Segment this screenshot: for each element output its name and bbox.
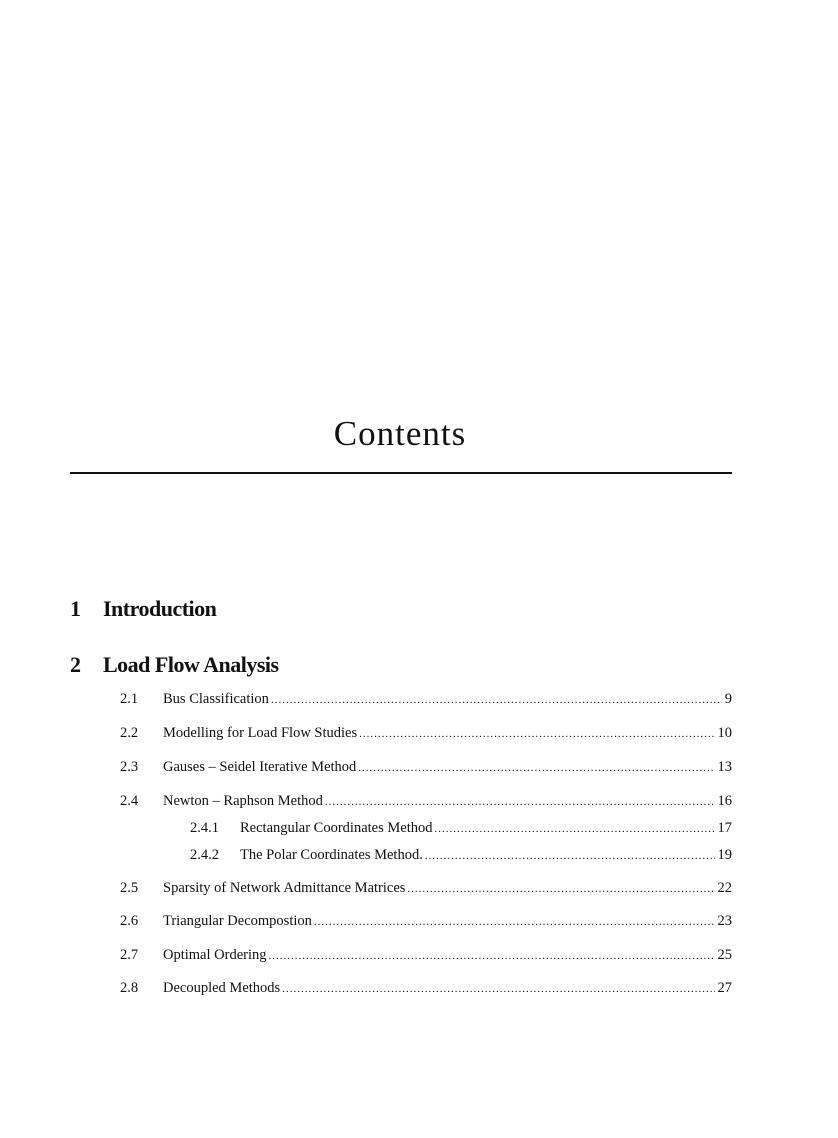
toc-entry[interactable] xyxy=(120,947,732,964)
toc-entry[interactable] xyxy=(120,759,732,776)
section-number: 2.4 xyxy=(120,793,139,809)
dot-leader xyxy=(269,950,715,962)
toc-entry[interactable] xyxy=(120,913,732,930)
toc-entry[interactable] xyxy=(120,725,732,742)
toc-entry[interactable] xyxy=(120,793,732,810)
page-number: 25 xyxy=(717,947,732,963)
chapter-heading[interactable] xyxy=(70,596,216,622)
section-number: 2.3 xyxy=(120,759,139,775)
page-number: 19 xyxy=(717,847,732,863)
section-title: Gauses – Seidel Iterative Method xyxy=(163,759,357,775)
section-number: 2.4.1 xyxy=(190,820,219,836)
dot-leader xyxy=(325,796,715,808)
dot-leader xyxy=(407,883,714,895)
section-number: 2.8 xyxy=(120,980,139,996)
dot-leader xyxy=(314,916,715,928)
chapter-title: Load Flow Analysis xyxy=(103,652,279,677)
section-title: Newton – Raphson Method xyxy=(163,793,323,809)
dot-leader xyxy=(358,762,714,774)
dot-leader xyxy=(271,694,722,706)
dot-leader xyxy=(434,823,714,835)
toc-entry[interactable] xyxy=(120,880,732,897)
section-title: Rectangular Coordinates Method xyxy=(240,820,433,836)
section-title: Modelling for Load Flow Studies xyxy=(163,725,358,741)
page-title: Contents xyxy=(333,414,467,453)
dot-leader xyxy=(282,983,714,995)
section-number: 2.7 xyxy=(120,947,139,963)
toc-entry[interactable] xyxy=(120,980,732,997)
toc-subentry[interactable] xyxy=(190,847,732,864)
section-title: Triangular Decompostion xyxy=(163,913,312,929)
section-number: 2.2 xyxy=(120,725,139,741)
page-number: 9 xyxy=(724,691,732,707)
page-number: 10 xyxy=(717,725,732,741)
page-number: 17 xyxy=(717,820,732,836)
dot-leader xyxy=(425,850,715,862)
page-number: 27 xyxy=(717,980,732,996)
page-number: 22 xyxy=(717,880,732,896)
chapter-number: 1 xyxy=(70,596,81,621)
section-title: Decoupled Methods xyxy=(163,980,281,996)
title-divider xyxy=(70,472,732,474)
section-number: 2.5 xyxy=(120,880,139,896)
page-number: 13 xyxy=(717,759,732,775)
page-number: 16 xyxy=(717,793,732,809)
section-title: The Polar Coordinates Method. xyxy=(240,847,423,863)
toc-entry[interactable] xyxy=(120,691,732,708)
section-title: Bus Classification xyxy=(163,691,269,707)
dot-leader xyxy=(359,728,714,740)
chapter-heading[interactable] xyxy=(70,652,279,678)
page-number: 23 xyxy=(717,913,732,929)
chapter-title: Introduction xyxy=(103,596,217,621)
section-number: 2.6 xyxy=(120,913,139,929)
section-title: Optimal Ordering xyxy=(163,947,267,963)
section-title: Sparsity of Network Admittance Matrices xyxy=(163,880,406,896)
chapter-number: 2 xyxy=(70,652,81,677)
section-number: 2.1 xyxy=(120,691,139,707)
toc-subentry[interactable] xyxy=(190,820,732,837)
section-number: 2.4.2 xyxy=(190,847,219,863)
